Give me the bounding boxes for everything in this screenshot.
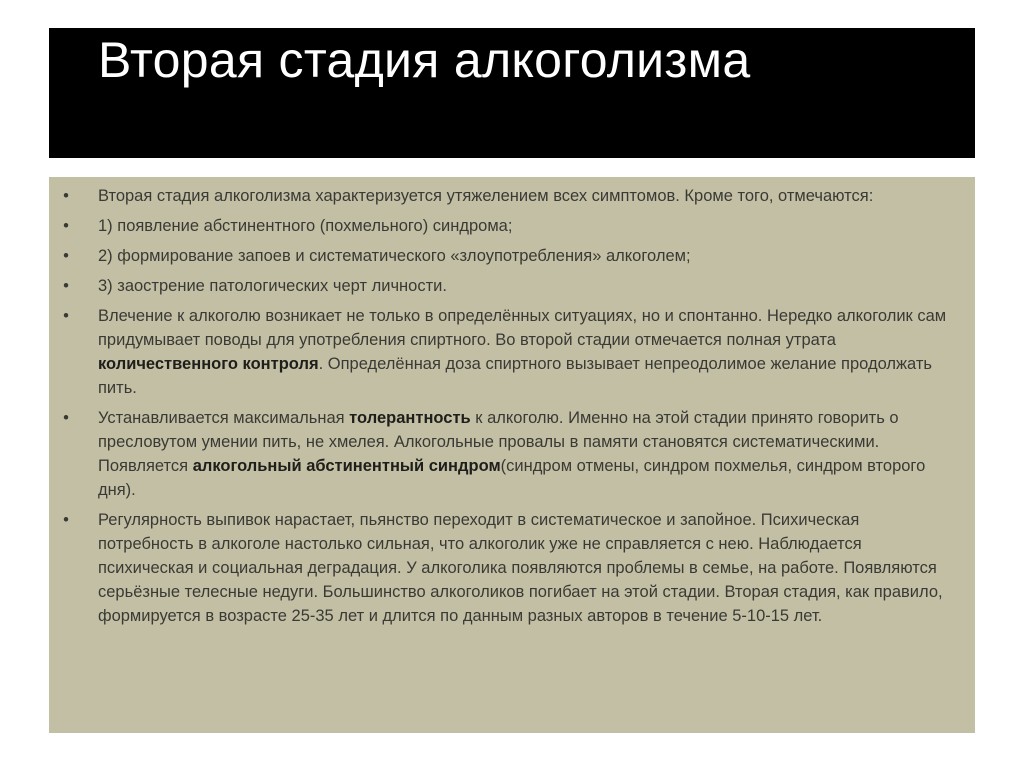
bullet-item bbox=[49, 274, 975, 298]
bullet-item bbox=[49, 406, 975, 502]
bullet-dot-icon: • bbox=[63, 277, 69, 295]
bullet-dot-icon: • bbox=[63, 409, 69, 427]
bold-term: количественного контроля bbox=[98, 355, 319, 373]
bullet-text bbox=[98, 277, 447, 295]
text-segment: к алкоголю. Именно на этой стадии принято говорить о пресловутом умении пить, не хмелея. Алкогольные провалы в памяти становятся систематическими. Появляется bbox=[98, 409, 899, 475]
bullet-dot-icon: • bbox=[63, 187, 69, 205]
text-segment: Устанавливается максимальная bbox=[98, 409, 350, 427]
text-segment: 1) появление абстинентного (похмельного) синдрома; bbox=[98, 217, 513, 235]
bold-term: толерантность bbox=[349, 409, 471, 427]
bullet-item bbox=[49, 244, 975, 268]
bullet-text bbox=[98, 187, 873, 205]
text-segment: Вторая стадия алкоголизма характеризуется утяжелением всех симптомов. Кроме того, отмечаются: bbox=[98, 187, 874, 205]
text-segment: 2) формирование запоев и систематического «злоупотребления» алкоголем; bbox=[98, 247, 691, 265]
bullet-item bbox=[49, 214, 975, 238]
bullet-text bbox=[98, 409, 925, 499]
bullet-item bbox=[49, 184, 975, 208]
bullet-item bbox=[49, 304, 975, 400]
bullet-list bbox=[49, 184, 975, 634]
bullet-text bbox=[98, 217, 512, 235]
bullet-dot-icon: • bbox=[63, 307, 69, 325]
bold-term: алкогольный абстинентный синдром bbox=[192, 457, 501, 475]
bullet-text bbox=[98, 511, 943, 625]
text-segment: Регулярность выпивок нарастает, пьянство переходит в систематическое и запойное. Психическая потребность в алкоголе настолько сильная, что алкоголик уже не справляется с нею. Наблюдается психическая и социальная деградация. У алкоголика появляются проблемы в семье, на работе. Появляются серьёзные телесные недуги. Большинство алкоголиков погибает на этой стадии. Вторая стадия, как правило, формируется в возрасте 25-35 лет и длится по данным разных авторов в течение 5-10-15 лет. bbox=[98, 511, 943, 625]
bullet-text bbox=[98, 307, 946, 397]
bullet-dot-icon: • bbox=[63, 511, 69, 529]
text-segment: (синдром отмены, синдром похмелья, синдром второго дня). bbox=[98, 457, 926, 499]
text-segment: 3) заострение патологических черт личности. bbox=[98, 277, 447, 295]
bullet-dot-icon: • bbox=[63, 217, 69, 235]
bullet-text bbox=[98, 247, 691, 265]
text-segment: Влечение к алкоголю возникает не только в определённых ситуациях, но и спонтанно. Нередко алкоголик сам придумывает поводы для употребления спиртного. Во второй стадии отмечается полная утрата bbox=[98, 307, 947, 349]
text-segment: . Определённая доза спиртного вызывает непреодолимое желание продолжать пить. bbox=[98, 355, 933, 397]
content-box bbox=[49, 177, 975, 733]
slide-title: Вторая стадия алкоголизма bbox=[98, 32, 751, 88]
bullet-dot-icon: • bbox=[63, 247, 69, 265]
bullet-item bbox=[49, 508, 975, 628]
